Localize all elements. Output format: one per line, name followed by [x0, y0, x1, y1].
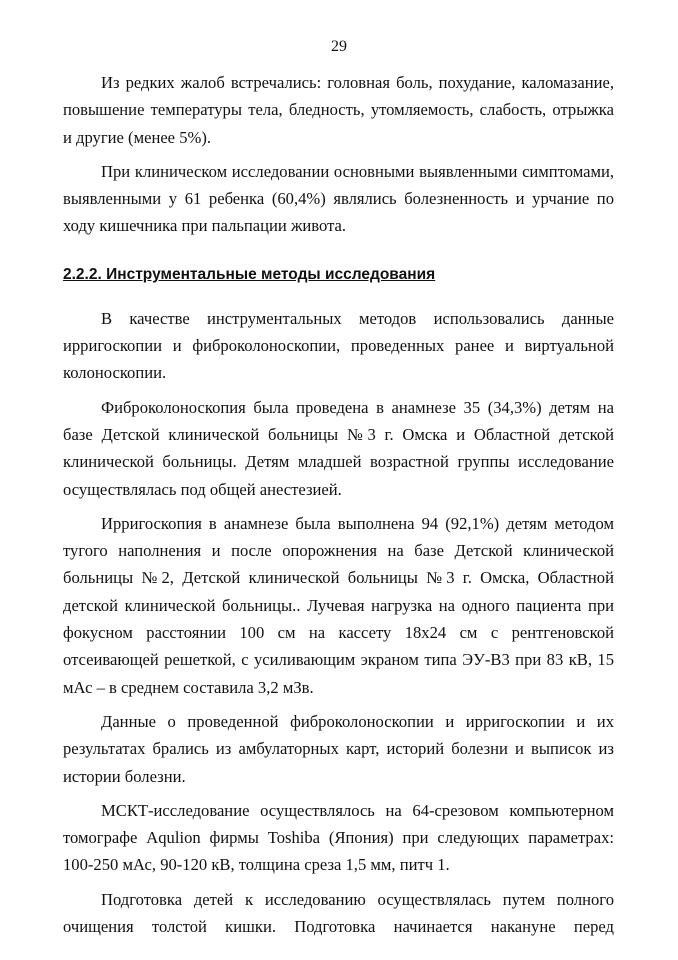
paragraph-preparation: Подготовка детей к исследованию осуществлялась путем полного очищения толстой кишки. Подготовка начинается накануне перед	[63, 889, 614, 937]
section-heading: 2.2.2. Инструментальные методы исследования	[63, 265, 436, 283]
paragraph-msct: МСКТ-исследование осуществлялось на 64-срезовом компьютерном томографе Aqulion фирмы Toshiba (Япония) при следующих параметрах: 100-250 мАс, 90-120 кВ, толщина среза 1,5 мм, питч 1.	[63, 800, 614, 875]
paragraph-instrumental-methods: В качестве инструментальных методов использовались данные ирригоскопии и фиброколоноскопии, проведенных ранее и виртуальной колоноскопии.	[63, 308, 614, 383]
paragraph-data-sources: Данные о проведенной фиброколоноскопии и ирригоскопии и их результатах брались из амбулаторных карт, историй болезни и выписок из истории болезни.	[63, 711, 614, 786]
paragraph-fibrocolonoscopy: Фиброколоноскопия была проведена в анамнезе 35 (34,3%) детям на базе Детской клинической больницы №3 г. Омска и Областной детской клинической больницы. Детям младшей возрастной группы исследование осуществлялась под общей анестезией.	[63, 397, 614, 499]
paragraph-clinical-findings: При клиническом исследовании основными выявленными симптомами, выявленными у 61 ребенка (60,4%) являлись болезненность и урчание по ходу кишечника при пальпации живота.	[63, 161, 614, 236]
page-number: 29	[331, 38, 347, 55]
paragraph-complaints: Из редких жалоб встречались: головная боль, похудание, каломазание, повышение температуры тела, бледность, утомляемость, слабость, отрыжка и другие (менее 5%).	[63, 73, 614, 147]
paragraph-irrigoscopy: Ирригоскопия в анамнезе была выполнена 94 (92,1%) детям методом тугого наполнения и после опорожнения на базе Детской клинической больницы №2, Детской клинической больницы №3 г. Омска, Областной детской клинической больницы.. Лучевая нагрузка на одного пациента при фокусном расстоянии 100 см на кассету 18х24 см с рентгеновской отсеивающей решеткой, с усиливающим экраном типа ЭУ-В3 при 83 кВ, 15 мАс – в среднем составила 3,2 мЗв.	[63, 513, 614, 697]
page-body	[63, 69, 614, 947]
